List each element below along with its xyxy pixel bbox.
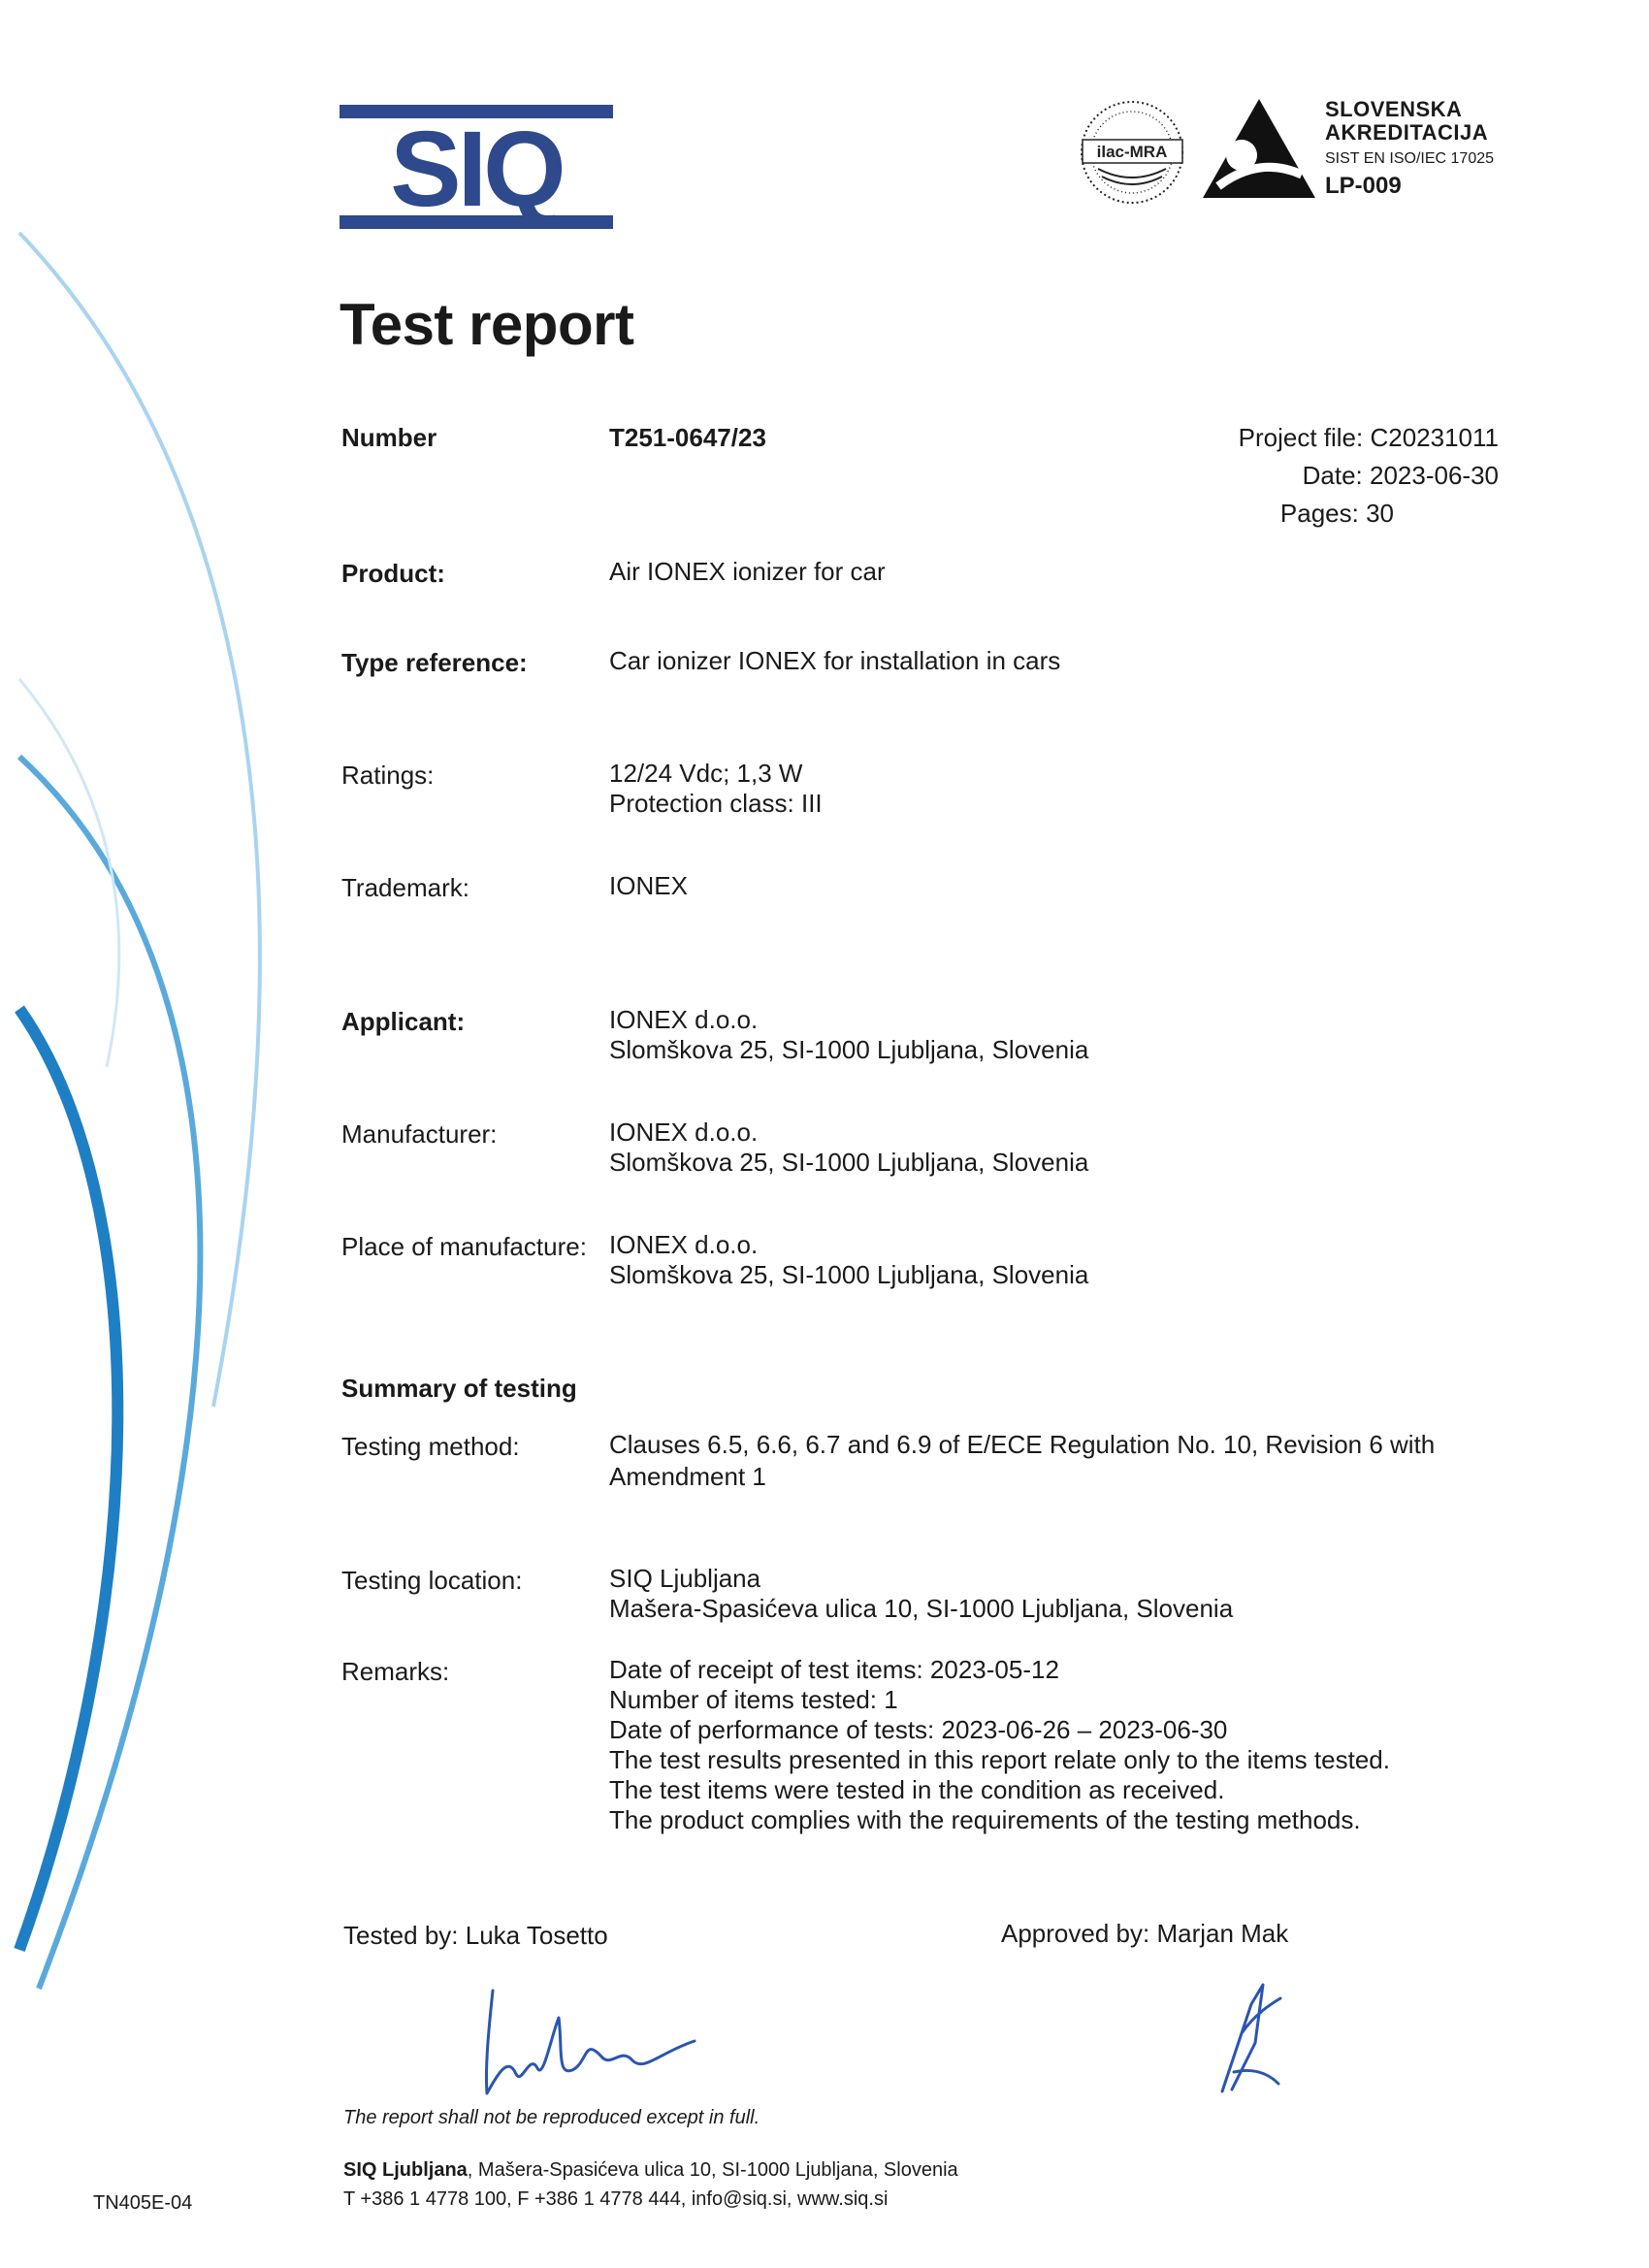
project-pages-value: 30 <box>1366 499 1394 528</box>
disclaimer: The report shall not be reproduced except in full. <box>343 2107 760 2128</box>
accreditation-line1: SLOVENSKA <box>1325 97 1463 121</box>
project-date-value: 2023-06-30 <box>1370 461 1499 490</box>
accreditation-code: LP-009 <box>1325 173 1402 199</box>
footer-address-text: , Mašera-Spasićeva ulica 10, SI-1000 Ljubljana, Slovenia <box>467 2159 958 2181</box>
approved-by <box>1001 1919 1288 1949</box>
remarks-line: Number of items tested: 1 <box>609 1685 898 1714</box>
testing-method-label: Testing method: <box>341 1432 520 1461</box>
applicant-line2: Slomškova 25, SI-1000 Ljubljana, Slovenia <box>609 1035 1089 1064</box>
product-label: Product: <box>341 559 445 588</box>
project-date-label: Date: <box>1302 461 1363 490</box>
type-reference-value: Car ionizer IONEX for installation in cars <box>609 646 1061 675</box>
footer-contact: T +386 1 4778 100, F +386 1 4778 444, info@siq.si, www.siq.si <box>343 2188 889 2210</box>
remarks-line: The test results presented in this report relate only to the items tested. <box>609 1745 1390 1774</box>
number-value: T251-0647/23 <box>609 423 766 452</box>
tested-by-label: Tested by: <box>343 1921 459 1950</box>
ratings-label: Ratings: <box>341 761 435 790</box>
remarks-line: The test items were tested in the condition as received. <box>609 1775 1225 1804</box>
trademark-value: IONEX <box>609 871 688 900</box>
type-reference-label: Type reference: <box>341 648 528 677</box>
accreditation-standard: SIST EN ISO/IEC 17025 <box>1325 150 1495 167</box>
page-title: Test report <box>340 292 634 357</box>
testing-method-line1: Clauses 6.5, 6.6, 6.7 and 6.9 of E/ECE Regulation No. 10, Revision 6 with <box>609 1430 1436 1459</box>
project-pages-label: Pages: <box>1279 499 1359 528</box>
ratings-line2: Protection class: III <box>609 789 823 818</box>
tested-by-name: Luka Tosetto <box>465 1921 608 1950</box>
testing-method-line2: Amendment 1 <box>609 1462 766 1491</box>
accreditation-line2: AKREDITACIJA <box>1325 120 1489 145</box>
approved-by-label: Approved by: <box>1001 1919 1150 1948</box>
testing-location-label: Testing location: <box>341 1566 523 1595</box>
approved-by-signature <box>1212 1975 1290 2101</box>
remarks-line: Date of receipt of test items: 2023-05-12 <box>609 1655 1059 1684</box>
applicant-label: Applicant: <box>341 1007 466 1036</box>
remarks-line: Date of performance of tests: 2023-06-26 – 2023-06-30 <box>609 1715 1228 1744</box>
manufacturer-line2: Slomškova 25, SI-1000 Ljubljana, Slovenia <box>609 1148 1089 1177</box>
approved-by-name: Marjan Mak <box>1156 1919 1289 1948</box>
applicant-line1: IONEX d.o.o. <box>609 1005 759 1034</box>
remarks-line: The product complies with the requirements of the testing methods. <box>609 1805 1361 1834</box>
manufacturer-line1: IONEX d.o.o. <box>609 1118 759 1147</box>
place-of-manufacture-line2: Slomškova 25, SI-1000 Ljubljana, Slovenia <box>609 1260 1089 1289</box>
footer-address <box>343 2155 958 2214</box>
place-of-manufacture-line1: IONEX d.o.o. <box>609 1230 759 1259</box>
siq-logo <box>340 105 613 229</box>
manufacturer-label: Manufacturer: <box>341 1119 498 1149</box>
project-info <box>1239 419 1499 533</box>
svg-text:SIQ: SIQ <box>390 110 563 229</box>
ratings-line1: 12/24 Vdc; 1,3 W <box>609 759 803 788</box>
project-file-value: C20231011 <box>1370 423 1499 452</box>
product-value: Air IONEX ionizer for car <box>609 557 886 586</box>
ilac-mra-seal <box>1077 97 1188 209</box>
place-of-manufacture-label: Place of manufacture: <box>341 1232 587 1261</box>
summary-heading: Summary of testing <box>341 1374 577 1403</box>
testing-location-line1: SIQ Ljubljana <box>609 1564 761 1593</box>
number-label: Number <box>341 423 437 452</box>
tested-by-signature <box>466 1979 708 2105</box>
accreditation-text <box>1325 99 1494 198</box>
tested-by <box>343 1921 608 1951</box>
footer-org: SIQ Ljubljana <box>343 2159 468 2181</box>
ilac-label: ilac-MRA <box>1096 143 1168 161</box>
testing-location-line2: Mašera-Spasićeva ulica 10, SI-1000 Ljubljana, Slovenia <box>609 1594 1234 1623</box>
trademark-label: Trademark: <box>341 873 469 902</box>
document-id: TN405E-04 <box>93 2192 193 2214</box>
remarks-label: Remarks: <box>341 1657 450 1686</box>
project-file-label: Project file: <box>1238 423 1364 452</box>
akreditacija-triangle-logo <box>1201 97 1317 202</box>
